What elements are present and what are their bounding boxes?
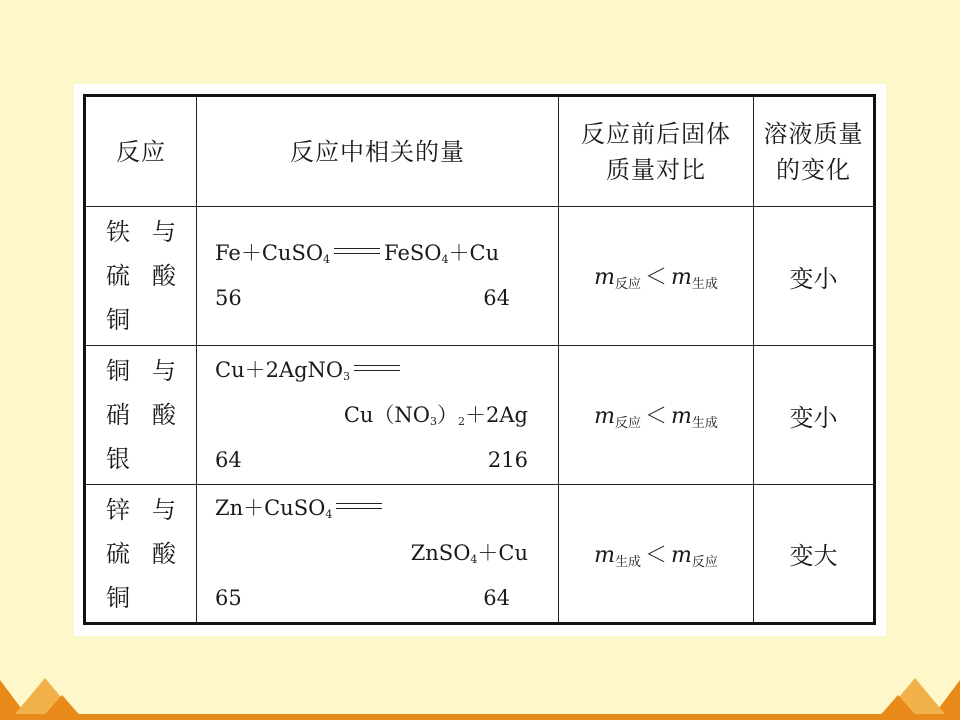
mass-right: 216 (487, 447, 528, 472)
mass-left: 65 (215, 586, 242, 610)
solution-mass-change: 变大 (754, 485, 875, 624)
mass-left: 56 (215, 286, 242, 310)
solid-mass-comparison: $m_{反应} < m_{生成}$ (559, 346, 754, 485)
table-row (85, 485, 875, 624)
mass-right: 64 (483, 286, 510, 310)
reaction-name: 铁 与 硫 酸 铜 (85, 207, 197, 346)
solution-mass-change: 变小 (754, 346, 875, 485)
mass-left: 64 (215, 447, 242, 472)
equals-sign (354, 365, 400, 371)
reaction-equation: Cu＋2AgNO$_3$ $Cu(NO_3)_2+2Ag$ 64 216 (197, 346, 559, 485)
table-row (85, 346, 875, 485)
solid-mass-comparison: $m_{生成} < m_{反应}$ (559, 485, 754, 624)
equals-sign (336, 503, 382, 509)
reaction-name: 铜 与 硝 酸 银 (85, 346, 197, 485)
left-corner-decoration (0, 660, 120, 720)
solution-mass-change: 变小 (754, 207, 875, 346)
reaction-equation: Fe＋CuSO$_4$ FeSO$_4$＋Cu 56 64 (197, 207, 559, 346)
header-solution-mass-change: 溶液质量 的变化 (754, 96, 875, 207)
reaction-equation: Zn＋CuSO$_4$ ZnSO$_4$＋Cu 65 64 (197, 485, 559, 624)
header-related-quantities: 反应中相关的量 (197, 96, 559, 207)
bottom-band (0, 714, 960, 720)
equals-sign (334, 248, 380, 254)
table-row (85, 207, 875, 346)
mass-right: 64 (483, 586, 510, 610)
header-solid-mass-comparison: 反应前后固体 质量对比 (559, 96, 754, 207)
reaction-name: 锌 与 硫 酸 铜 (85, 485, 197, 624)
table-header-row (85, 96, 875, 207)
reaction-comparison-table (83, 94, 876, 625)
right-corner-decoration (840, 660, 960, 720)
solid-mass-comparison: $m_{反应} < m_{生成}$ (559, 207, 754, 346)
header-reaction: 反应 (85, 96, 197, 207)
